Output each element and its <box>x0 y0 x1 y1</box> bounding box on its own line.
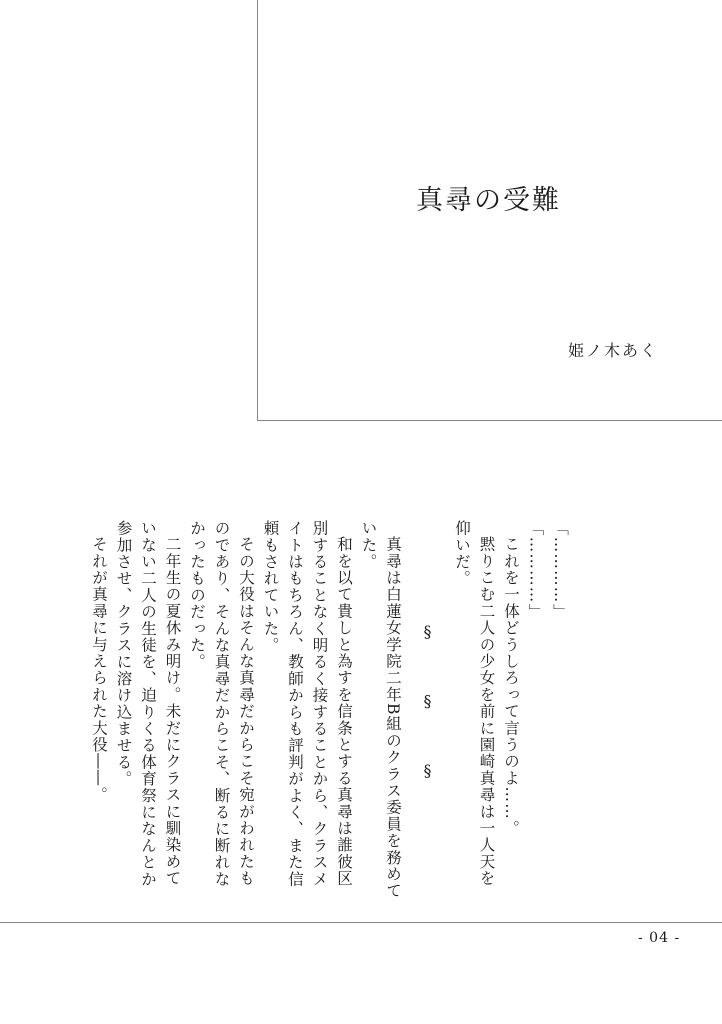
section-break: § § § <box>418 622 437 798</box>
paragraph: 真尋は白蓮女学院二年B組のクラス委員を務めていた。 <box>359 520 402 899</box>
page-number: - 04 - <box>638 930 681 946</box>
footer-rule <box>0 922 722 923</box>
paragraph: 二年生の夏休み明け。未だにクラスに馴染めていない二人の生徒を、迫りくる体育祭になんとか参加させ、クラスに溶け込ませる。 <box>114 520 182 888</box>
vertical-body-text <box>90 520 572 900</box>
paragraph: 和を以て貴しと為すを信条とする真尋は誰彼区別することなく明るく接することから、クラスメイトはもちろん、教師からも評判がよく、また信頼もされていた。 <box>261 520 353 888</box>
story-title: 真尋の受難 <box>416 185 561 216</box>
paragraph: その大役はそんな真尋だからこそ宛がわれたものであり、そんな真尋だからこそ、断るに断れなかったものだった。 <box>188 520 255 888</box>
paragraph: それが真尋に与えられた大役――。 <box>90 535 108 803</box>
paragraph: 「…………」 <box>551 520 569 621</box>
paragraph: 黙りこむ二人の少女を前に園崎真尋は一人天を仰いだ。 <box>453 520 496 887</box>
author-name: 姫ノ木あく <box>568 341 659 360</box>
paragraph: これを一体どうしろって言うのよ……。 <box>502 535 520 837</box>
paragraph: 「…………」 <box>526 520 545 621</box>
